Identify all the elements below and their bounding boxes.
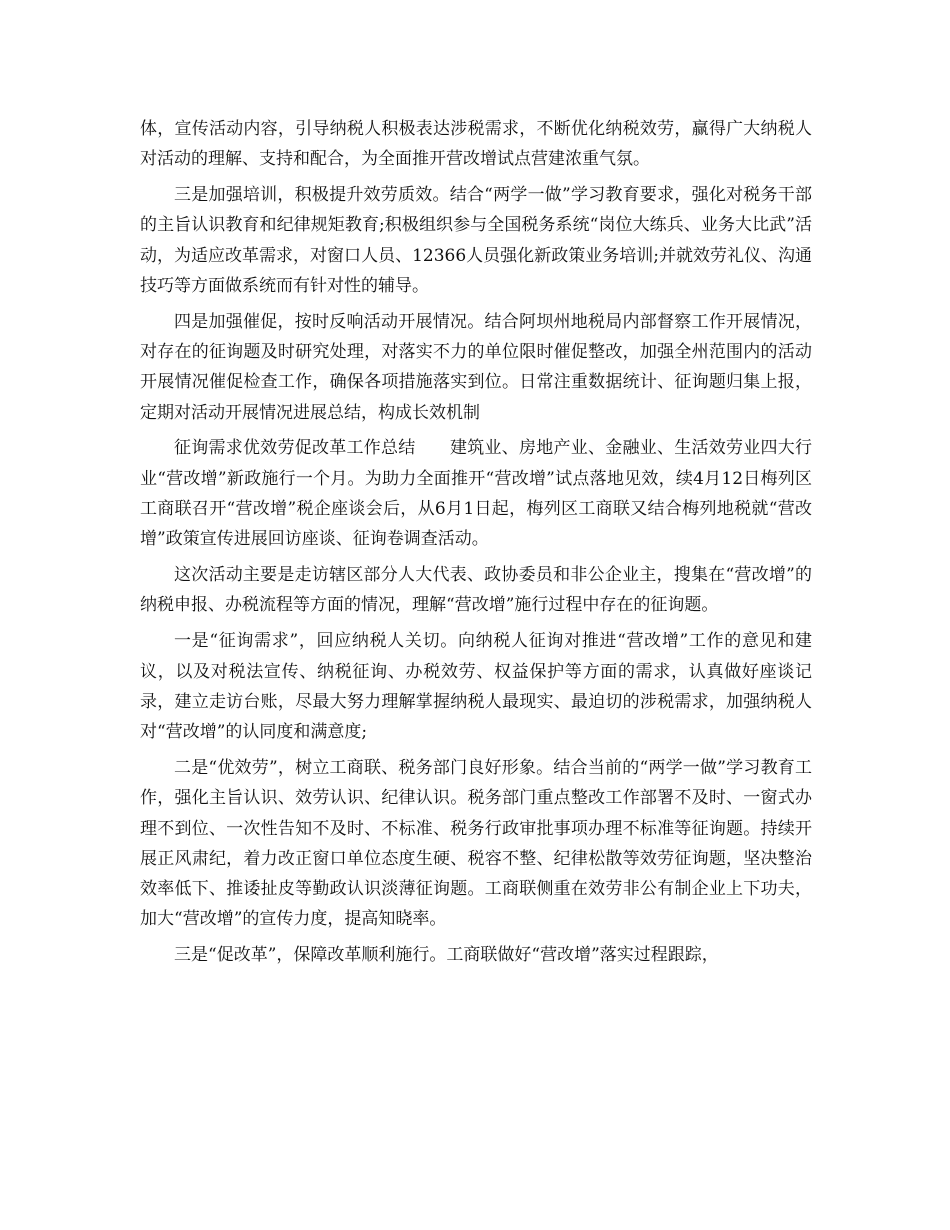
paragraph-4: 征询需求优效劳促改革工作总结 建筑业、房地产业、金融业、生活效劳业四大行业“营改增”新政施行一个月。为助力全面推开“营改增”试点落地见效，续4月12日梅列区工商联召开“营改增”税企座谈会后，从6月1日起，梅列区工商联又结合梅列地税就“营改增”政策宣传进展回访座谈、征询卷调查活动。 [140,438,812,550]
paragraph-1: 体，宣传活动内容，引导纳税人积极表达涉税需求，不断优化纳税效劳，赢得广大纳税人对活动的理解、支持和配合，为全面推开营改增试点营建浓重气氛。 [140,119,812,170]
paragraph-6: 一是“征询需求”，回应纳税人关切。向纳税人征询对推进“营改增”工作的意见和建议，以及对税法宣传、纳税征询、办税效劳、权益保护等方面的需求，认真做好座谈记录，建立走访台账，尽最大努力理解掌握纳税人最现实、最迫切的涉税需求，加强纳税人对“营改增”的认同度和满意度; [140,631,812,743]
paragraph-2: 三是加强培训，积极提升效劳质效。结合“两学一做”学习教育要求，强化对税务干部的主旨认识教育和纪律规矩教育;积极组织参与全国税务系统“岗位大练兵、业务大比武”活动，为适应改革需求，对窗口人员、12366人员强化新政策业务培训;并就效劳礼仪、沟通技巧等方面做系统而有针对性的辅导。 [140,185,812,296]
paragraph-8: 三是“促改革”，保障改革顺利施行。工商联做好“营改增”落实过程跟踪， [174,945,719,966]
paragraph-5: 这次活动主要是走访辖区部分人大代表、政协委员和非公企业主，搜集在“营改增”的纳税申报、办税流程等方面的情况，理解“营改增”施行过程中存在的征询题。 [140,565,812,616]
document-body [140,114,812,976]
paragraph-7: 二是“优效劳”，树立工商联、税务部门良好形象。结合当前的“两学一做”学习教育工作，强化主旨认识、效劳认识、纪律认识。税务部门重点整改工作部署不及时、一窗式办理不到位、一次性告知不及时、不标准、税务行政审批事项办理不标准等征询题。持续开展正风肃纪，着力改正窗口单位态度生硬、税容不整、纪律松散等效劳征询题，坚决整治效率低下、推诿扯皮等勤政认识淡薄征询题。工商联侧重在效劳非公有制企业上下功夫，加大“营改增”的宣传力度，提高知晓率。 [140,757,812,930]
paragraph-3: 四是加强催促，按时反响活动开展情况。结合阿坝州地税局内部督察工作开展情况，对存在的征询题及时研究处理，对落实不力的单位限时催促整改，加强全州范围内的活动开展情况催促检查工作，确保各项措施落实到位。日常注重数据统计、征询题归集上报，定期对活动开展情况进展总结，构成长效机制 [140,311,812,423]
